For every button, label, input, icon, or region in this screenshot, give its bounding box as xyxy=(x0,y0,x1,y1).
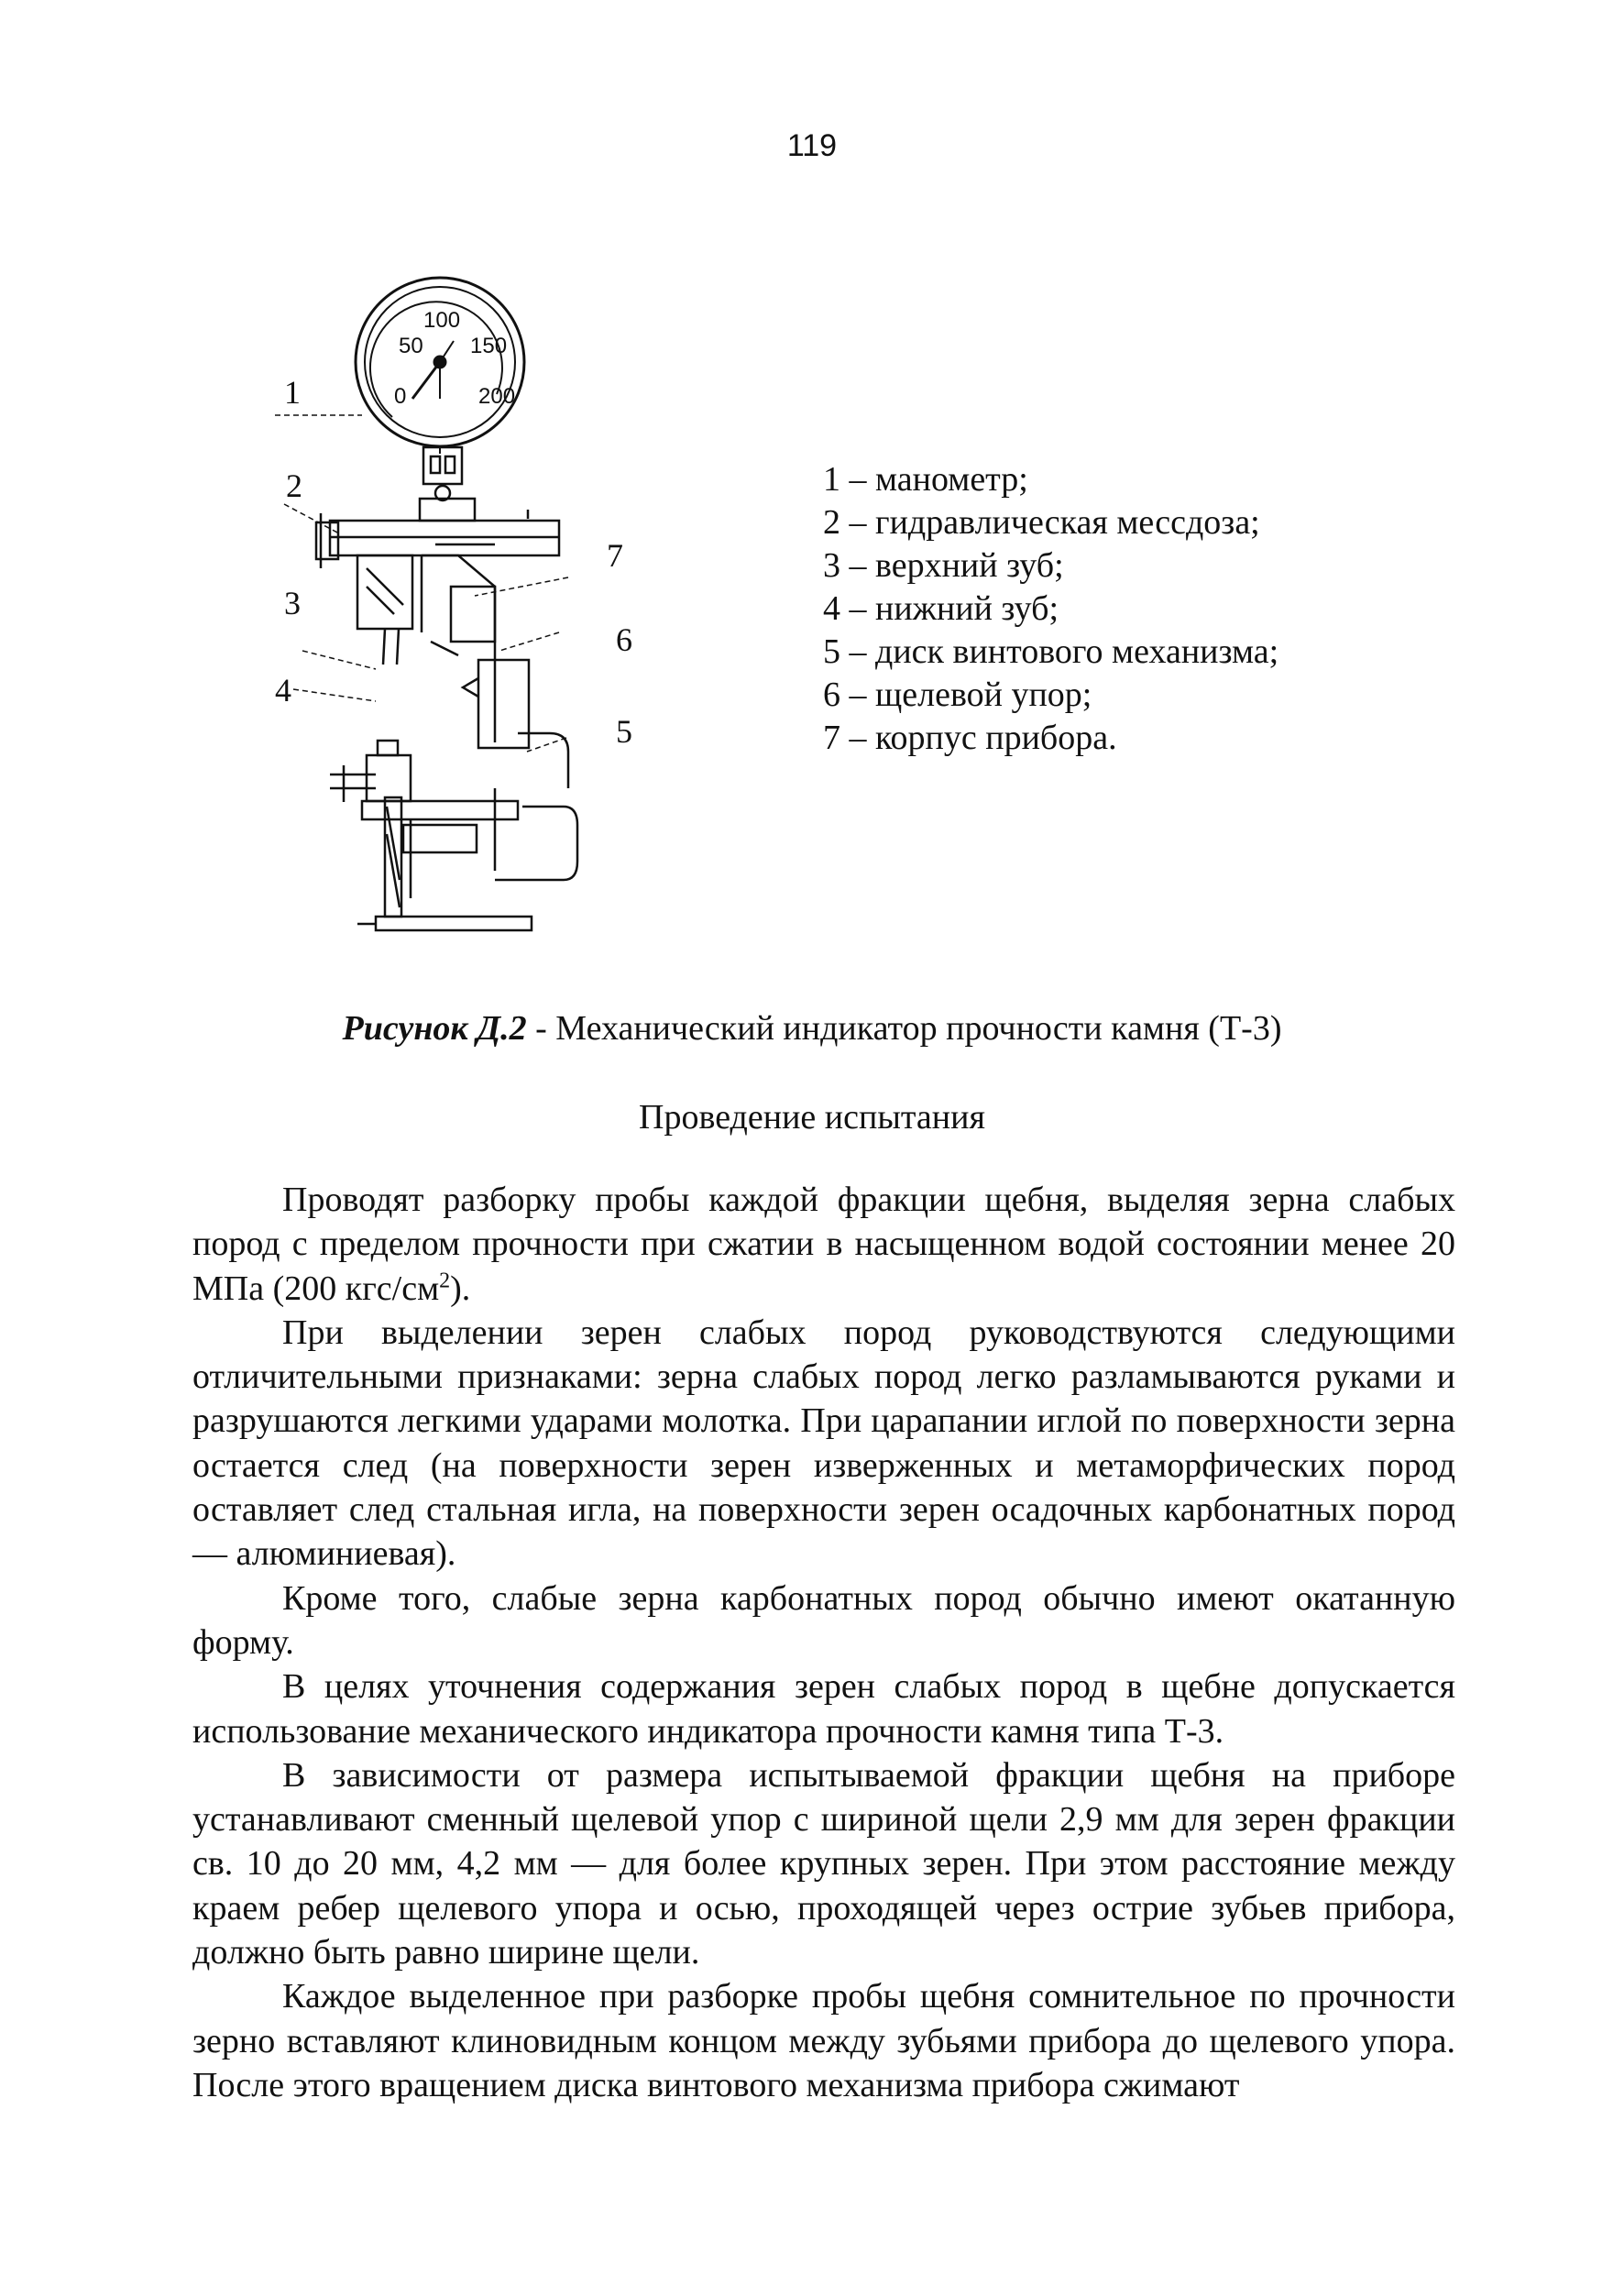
gauge-scale-labels xyxy=(394,308,515,409)
caption-text: Механический индикатор прочности камня (Т-3) xyxy=(555,1009,1282,1048)
gauge-mark: 200 xyxy=(478,384,516,409)
legend-item: 7 – корпус прибора. xyxy=(823,719,1117,757)
section-title: Проведение испытания xyxy=(639,1098,985,1137)
manometer-drawing xyxy=(356,278,524,454)
callout-3: 3 xyxy=(284,585,301,621)
paragraph: Кроме того, слабые зерна карбонатных пород обычно имеют окатанную форму. xyxy=(192,1578,1455,1662)
gauge-mark: 100 xyxy=(423,308,461,333)
legend-item: 3 – верхний зуб; xyxy=(823,546,1064,585)
device-diagram xyxy=(275,238,752,962)
callout-6: 6 xyxy=(616,621,632,658)
gauge-mark: 0 xyxy=(394,384,407,409)
legend-item: 1 – манометр; xyxy=(823,460,1028,499)
figure-legend xyxy=(823,458,1278,760)
legend-item: 2 – гидравлическая мессдоза; xyxy=(823,503,1260,542)
paragraph-text: Проводят разборку пробы каждой фракции щебня, выделяя зерна слабых пород с пределом прочности при сжатии в насыщенном водой состоянии менее 20 МПа (200 кгс/см xyxy=(192,1181,1455,1308)
lower-mechanism-drawing xyxy=(330,733,577,930)
paragraph: Каждое выделенное при разборке пробы щебня сомнительное по прочности зерно вставляют клиновидным концом между зубьями прибора до щелевого упора. После этого вращением диска винтового механизма прибора сжимают xyxy=(192,1977,1455,2104)
callout-7: 7 xyxy=(607,537,623,574)
callout-4: 4 xyxy=(275,672,291,709)
legend-item: 5 – диск винтового механизма; xyxy=(823,632,1279,671)
paragraph xyxy=(192,1178,1455,1311)
caption-separator: - xyxy=(526,1009,556,1048)
gauge-mark: 150 xyxy=(470,334,508,358)
legend-item: 4 – нижний зуб; xyxy=(823,589,1059,628)
device-figure xyxy=(275,238,752,962)
paragraph: В зависимости от размера испытываемой фракции щебня на приборе устанавливают сменный щелевой упор с шириной щели 2,9 мм для зерен фракции св. 10 до 20 мм, 4,2 мм — для более крупных зерен. При этом расстояние между краем ребер щелевого упора и осью, проходящей через острие зубьев прибора, должно быть равно ширине щели. xyxy=(192,1755,1455,1972)
callout-2: 2 xyxy=(286,467,302,504)
paragraph-tail: ). xyxy=(450,1269,471,1308)
page-number: 119 xyxy=(786,128,838,163)
paragraph: В целях уточнения содержания зерен слабых пород в щебне допускается использование механического индикатора прочности камня типа Т-3. xyxy=(192,1667,1455,1751)
body-drawing xyxy=(357,555,529,748)
paragraph: При выделении зерен слабых пород руководствуются следующими отличительными признаками: зерна слабых пород легко разламываются руками и разрушаются легкими ударами молотка. При царапании иглой по поверхности зерна остается след (на поверхности зерен изверженных и метаморфических пород оставляет след стальная игла, на поверхности зерен осадочных карбонатных пород — алюминиевая). xyxy=(192,1313,1455,1574)
caption-label: Рисунок Д.2 xyxy=(342,1009,527,1048)
superscript: 2 xyxy=(439,1268,451,1292)
callout-1: 1 xyxy=(284,374,301,411)
gauge-mark: 50 xyxy=(399,334,423,358)
figure-caption xyxy=(0,1008,1624,1049)
legend-item: 6 – щелевой упор; xyxy=(823,676,1092,714)
callout-5: 5 xyxy=(616,713,632,750)
body-text xyxy=(192,1178,1455,2107)
callout-numbers xyxy=(275,374,632,750)
messdoza-drawing xyxy=(316,447,559,568)
